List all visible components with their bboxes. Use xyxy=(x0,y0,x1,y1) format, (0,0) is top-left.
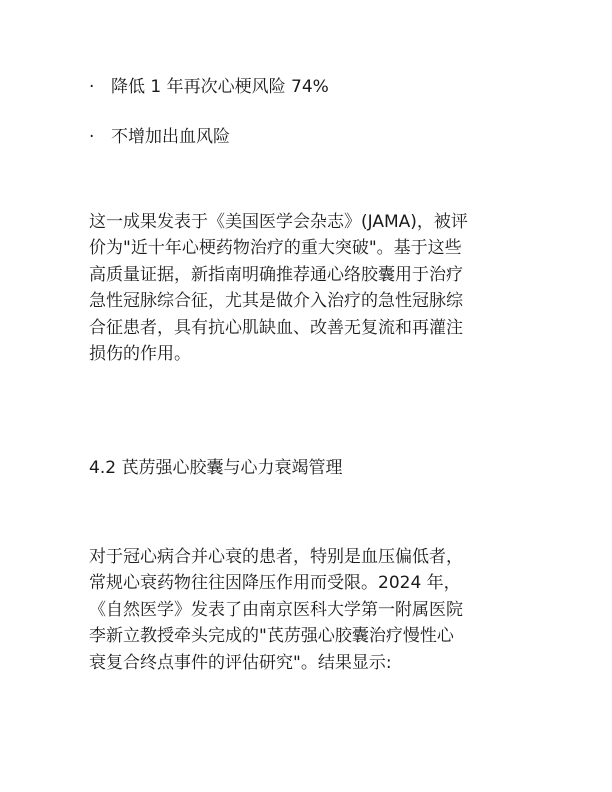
text-line: 价为"近十年心梗药物治疗的重大突破"。基于这些 xyxy=(89,238,462,259)
bullet-item xyxy=(89,76,329,98)
paragraph-heart-failure xyxy=(89,544,529,676)
text-line: 损伤的作用。 xyxy=(89,344,191,365)
bullet-item xyxy=(89,126,230,148)
section-heading: 4.2 芪苈强心胶囊与心力衰竭管理 xyxy=(89,458,343,478)
bullet-marker: · xyxy=(89,77,95,97)
text-line: 衰复合终点事件的评估研究"。结果显示: xyxy=(89,652,392,673)
paragraph-jama xyxy=(89,209,529,367)
bullet-text: 降低 1 年再次心梗风险 74% xyxy=(111,77,329,97)
text-line: 《自然医学》发表了由南京医科大学第一附属医院 xyxy=(89,599,463,620)
text-line: 高质量证据，新指南明确推荐通心络胶囊用于治疗 xyxy=(89,264,463,285)
text-line: 合征患者，具有抗心肌缺血、改善无复流和再灌注 xyxy=(89,317,463,338)
text-line: 这一成果发表于《美国医学会杂志》(JAMA)，被评 xyxy=(89,212,468,232)
text-line: 对于冠心病合并心衰的患者，特别是血压偏低者， xyxy=(89,547,463,567)
text-line: 李新立教授牵头完成的"芪苈强心胶囊治疗慢性心 xyxy=(89,626,454,647)
bullet-text: 不增加出血风险 xyxy=(111,127,230,147)
bullet-marker: · xyxy=(89,127,95,147)
text-line: 常规心衰药物往往因降压作用而受限。2024 年， xyxy=(89,573,461,594)
text-line: 急性冠脉综合征，尤其是做介入治疗的急性冠脉综 xyxy=(89,291,463,312)
